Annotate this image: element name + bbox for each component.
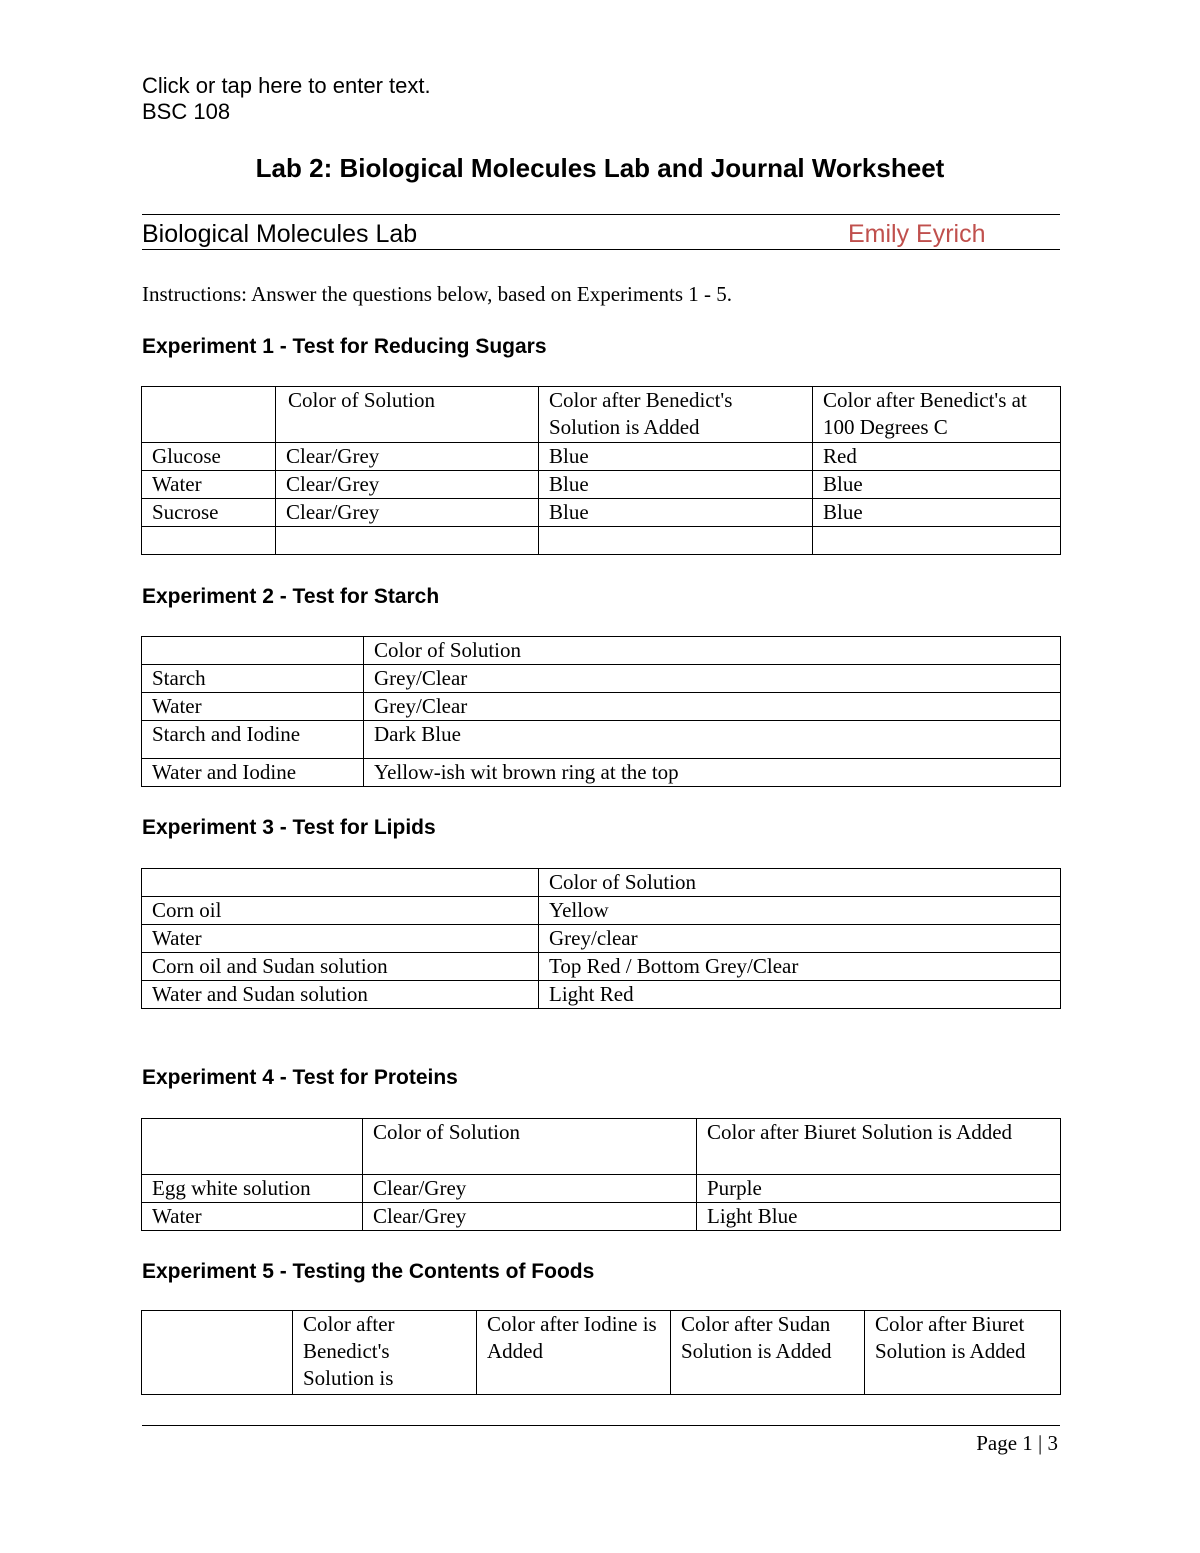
table-header-cell: Color of Solution [363,1119,697,1175]
table-header-cell [142,869,539,897]
table-row [142,499,1061,527]
table-cell [142,527,276,555]
table-row [142,721,1061,759]
table-header-cell [142,387,276,443]
table-row [142,693,1061,721]
table-cell [813,527,1061,555]
table-cell: Sucrose [142,499,276,527]
table-cell: Top Red / Bottom Grey/Clear [539,953,1061,981]
table-cell: Clear/Grey [276,471,539,499]
table-cell: Corn oil [142,897,539,925]
table-cell: Clear/Grey [363,1175,697,1203]
table-header-cell [142,1311,293,1395]
table-cell: Corn oil and Sudan solution [142,953,539,981]
table-cell [276,527,539,555]
table-header-cell: Color after Benedict's at 100 Degrees C [813,387,1061,443]
experiment-2-title: Experiment 2 - Test for Starch [142,585,440,608]
table-cell: Egg white solution [142,1175,363,1203]
table-row [142,981,1061,1009]
experiment-3-table [141,868,1061,1009]
document-title: Lab 2: Biological Molecules Lab and Journal Worksheet [255,153,945,183]
table-header-row [142,869,1061,897]
experiment-4-table [141,1118,1061,1231]
table-cell: Water and Iodine [142,759,364,787]
table-header-cell: Color after Benedict's Solution is [293,1311,477,1395]
table-cell: Water [142,925,539,953]
table-cell: Glucose [142,443,276,471]
table-row [142,953,1061,981]
table-header-row [142,387,1061,443]
experiment-2-table [141,636,1061,787]
table-row [142,925,1061,953]
table-cell: Grey/Clear [364,693,1061,721]
table-header-cell [142,1119,363,1175]
instructions-text: Instructions: Answer the questions below, based on Experiments 1 - 5. [142,282,733,306]
section-top-rule [142,214,1060,215]
table-header-cell: Color after Sudan Solution is Added [671,1311,865,1395]
table-header-cell [142,637,364,665]
table-row [142,1203,1061,1231]
table-header-cell: Color of Solution [276,387,539,443]
table-cell: Yellow [539,897,1061,925]
table-cell: Clear/Grey [363,1203,697,1231]
placeholder-text[interactable]: Click or tap here to enter text. [142,73,431,98]
table-header-cell: Color after Benedict's Solution is Added [539,387,813,443]
table-row-empty [142,527,1061,555]
table-cell: Starch [142,665,364,693]
table-cell: Blue [539,443,813,471]
table-cell: Clear/Grey [276,443,539,471]
table-cell: Grey/clear [539,925,1061,953]
experiment-4-title: Experiment 4 - Test for Proteins [142,1066,458,1089]
table-header-cell: Color after Biuret Solution is Added [865,1311,1061,1395]
experiment-5-title: Experiment 5 - Testing the Contents of Foods [142,1260,595,1283]
table-cell: Blue [813,471,1061,499]
page-number: Page 1 | 3 [976,1431,1058,1455]
table-cell: Water [142,471,276,499]
table-row [142,443,1061,471]
table-cell: Red [813,443,1061,471]
table-cell: Light Blue [697,1203,1061,1231]
table-cell: Blue [813,499,1061,527]
table-row [142,759,1061,787]
table-row [142,665,1061,693]
student-name: Emily Eyrich [848,220,986,248]
table-cell: Blue [539,499,813,527]
experiment-1-title: Experiment 1 - Test for Reducing Sugars [142,335,547,358]
section-name: Biological Molecules Lab [142,220,418,248]
experiment-1-table [141,386,1061,555]
table-cell: Yellow-ish wit brown ring at the top [364,759,1061,787]
table-cell: Clear/Grey [276,499,539,527]
table-header-cell: Color after Iodine is Added [477,1311,671,1395]
table-cell: Water [142,693,364,721]
table-header-cell: Color of Solution [539,869,1061,897]
table-cell: Water [142,1203,363,1231]
footer-rule [142,1425,1060,1426]
table-header-row [142,637,1061,665]
course-code: BSC 108 [142,99,231,124]
table-cell: Starch and Iodine [142,721,364,759]
table-cell: Dark Blue [364,721,1061,759]
table-cell: Grey/Clear [364,665,1061,693]
table-header-row [142,1311,1061,1395]
table-cell [539,527,813,555]
experiment-5-table [141,1310,1061,1395]
table-header-row [142,1119,1061,1175]
table-header-cell: Color after Biuret Solution is Added [697,1119,1061,1175]
section-bottom-rule [142,249,1060,250]
table-cell: Purple [697,1175,1061,1203]
experiment-3-title: Experiment 3 - Test for Lipids [142,816,436,839]
table-cell: Light Red [539,981,1061,1009]
table-row [142,1175,1061,1203]
table-cell: Water and Sudan solution [142,981,539,1009]
table-row [142,471,1061,499]
table-row [142,897,1061,925]
table-cell: Blue [539,471,813,499]
table-header-cell: Color of Solution [364,637,1061,665]
